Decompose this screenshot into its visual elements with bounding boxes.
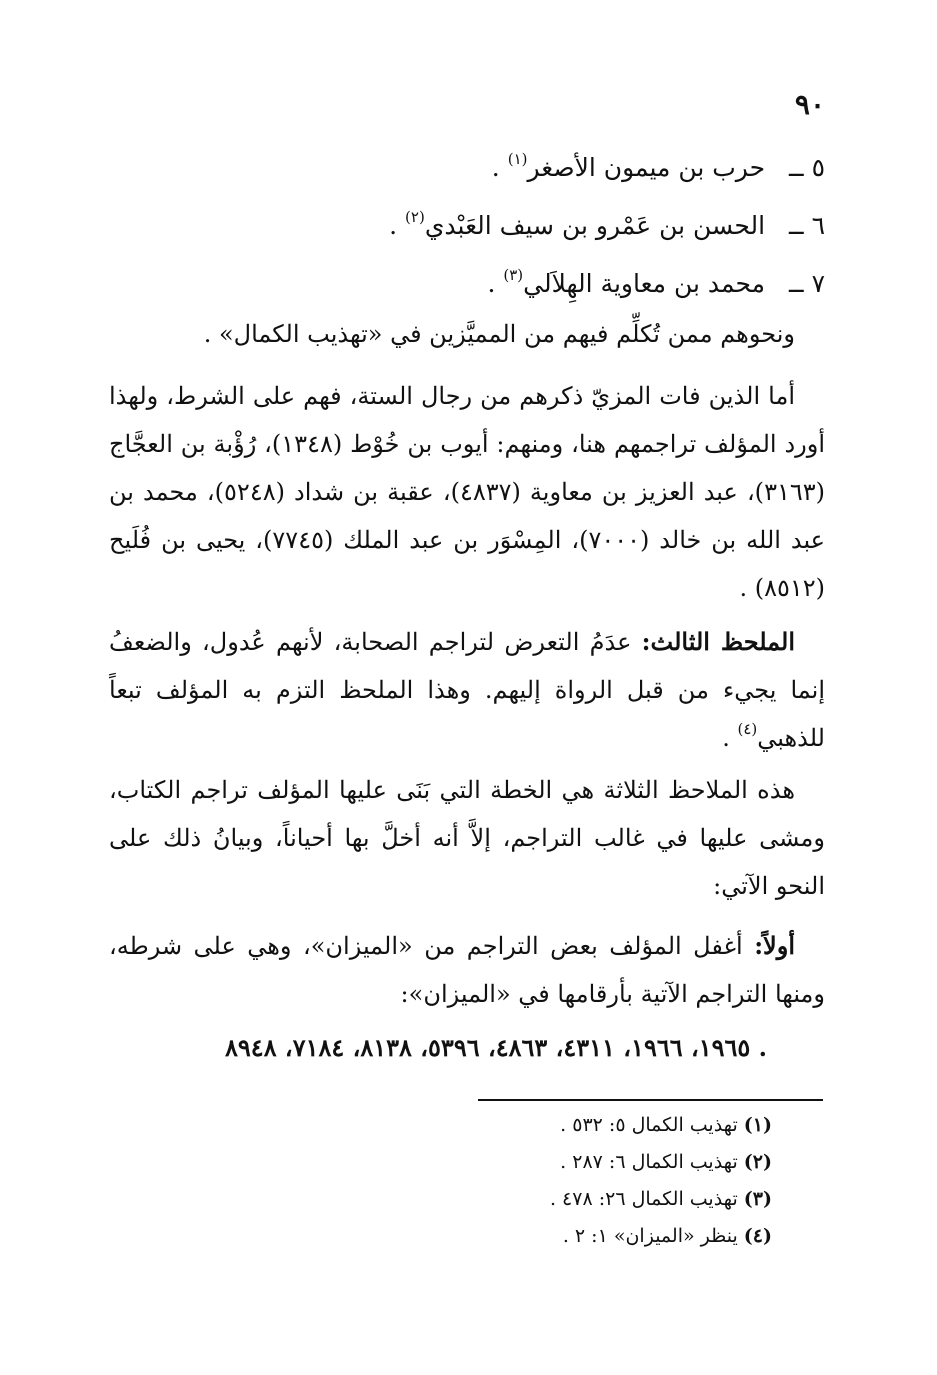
remark-heading: الملحظ الثالث: (641, 627, 795, 656)
footnote-marker: (٤) (743, 1225, 772, 1247)
footnote (352, 1149, 772, 1186)
point-text: أغفل المؤلف بعض التراجم من «الميزان»، وهي على شرطه، ومنها التراجم الآتية بأرقامها في «الميزان»: (109, 932, 825, 1008)
footnote-ref[interactable]: (٣) (503, 266, 524, 284)
mizan-numbers-line: ١٩٦٥، ١٩٦٦، ٤٣١١، ٤٨٦٣، ٥٣٩٦، ٨١٣٨، ٧١٨٤، ٨٩٤٨ . (225, 1033, 767, 1062)
paragraph-missing-narrators: أما الذين فات المزيّ ذكرهم من رجال الستة، فهم على الشرط، ولهذا أورد المؤلف تراجمهم هنا، ومنهم: أيوب بن خُوْط (١٣٤٨)، رُؤْبة بن العجَّاج (٣١٦٣)، عبد العزيز بن معاوية (٤٨٣٧)، عقبة بن شداد (٥٢٤٨)، محمد بن عبد الله بن خالد (٧٠٠٠)، المِسْوَر بن عبد الملك (٧٧٤٥)، يحيى بن فُلَيح (٨٥١٢) . (109, 382, 826, 602)
list-item-number: ٦ ــ (788, 211, 825, 240)
list-item-end: . (487, 269, 504, 298)
footnote-divider (478, 1099, 823, 1101)
closing-line: ونحوهم ممن تُكلِّم فيهم من المميَّزين في «تهذيب الكمال» . (203, 320, 795, 348)
footnote-text: تهذيب الكمال ٢٦: ٤٧٨ . (549, 1188, 738, 1210)
footnote-text: تهذيب الكمال ٦: ٢٨٧ . (560, 1151, 738, 1173)
remark-text: عدَمُ التعرض لتراجم الصحابة، لأنهم عُدول، والضعفُ إنما يجيء من قبل الرواة إليهم. وهذا الملحظ التزم به المؤلف تبعاً للذهبي (109, 628, 825, 752)
list-item-text: حرب بن ميمون الأصغر (527, 153, 766, 182)
list-item-end: . (389, 211, 406, 240)
page-number: ٩٠ (794, 88, 825, 121)
footnote-marker: (٣) (743, 1188, 772, 1210)
list-item-number: ٥ ــ (788, 153, 825, 182)
footnote-text: تهذيب الكمال ٥: ٥٣٢ . (560, 1114, 738, 1136)
footnote-ref[interactable]: (١) (507, 150, 528, 168)
list-item-text: محمد بن معاوية الهِلاَلي (523, 269, 766, 298)
paragraph-third-remark (109, 618, 825, 762)
list-item-end: . (491, 153, 508, 182)
footnote (352, 1223, 772, 1260)
remark-end: . (722, 724, 738, 752)
list-item (205, 148, 825, 206)
list-item-number: ٧ ــ (788, 269, 825, 298)
footnote (352, 1112, 772, 1149)
point-heading: أولاً: (754, 931, 795, 960)
paragraph-first-point (109, 922, 825, 1018)
footnote-text: ينظر «الميزان» ١: ٢ . (562, 1225, 738, 1247)
footnote-ref[interactable]: (٤) (737, 720, 758, 738)
footnote (352, 1186, 772, 1223)
narrator-list (205, 148, 825, 322)
footnotes (352, 1112, 772, 1260)
footnote-marker: (١) (743, 1114, 772, 1136)
list-item (205, 206, 825, 264)
footnote-ref[interactable]: (٢) (405, 208, 425, 226)
list-item-text: الحسن بن عَمْرو بن سيف العَبْدي (424, 211, 766, 240)
paragraph-plan-summary: هذه الملاحظ الثلاثة هي الخطة التي بَنَى عليها المؤلف تراجم الكتاب، ومشى عليها في غالب التراجم، إلاَّ أنه أخلَّ بها أحياناً، وبيانُ ذلك على النحو الآتي: (109, 776, 825, 900)
footnote-marker: (٢) (743, 1151, 772, 1173)
